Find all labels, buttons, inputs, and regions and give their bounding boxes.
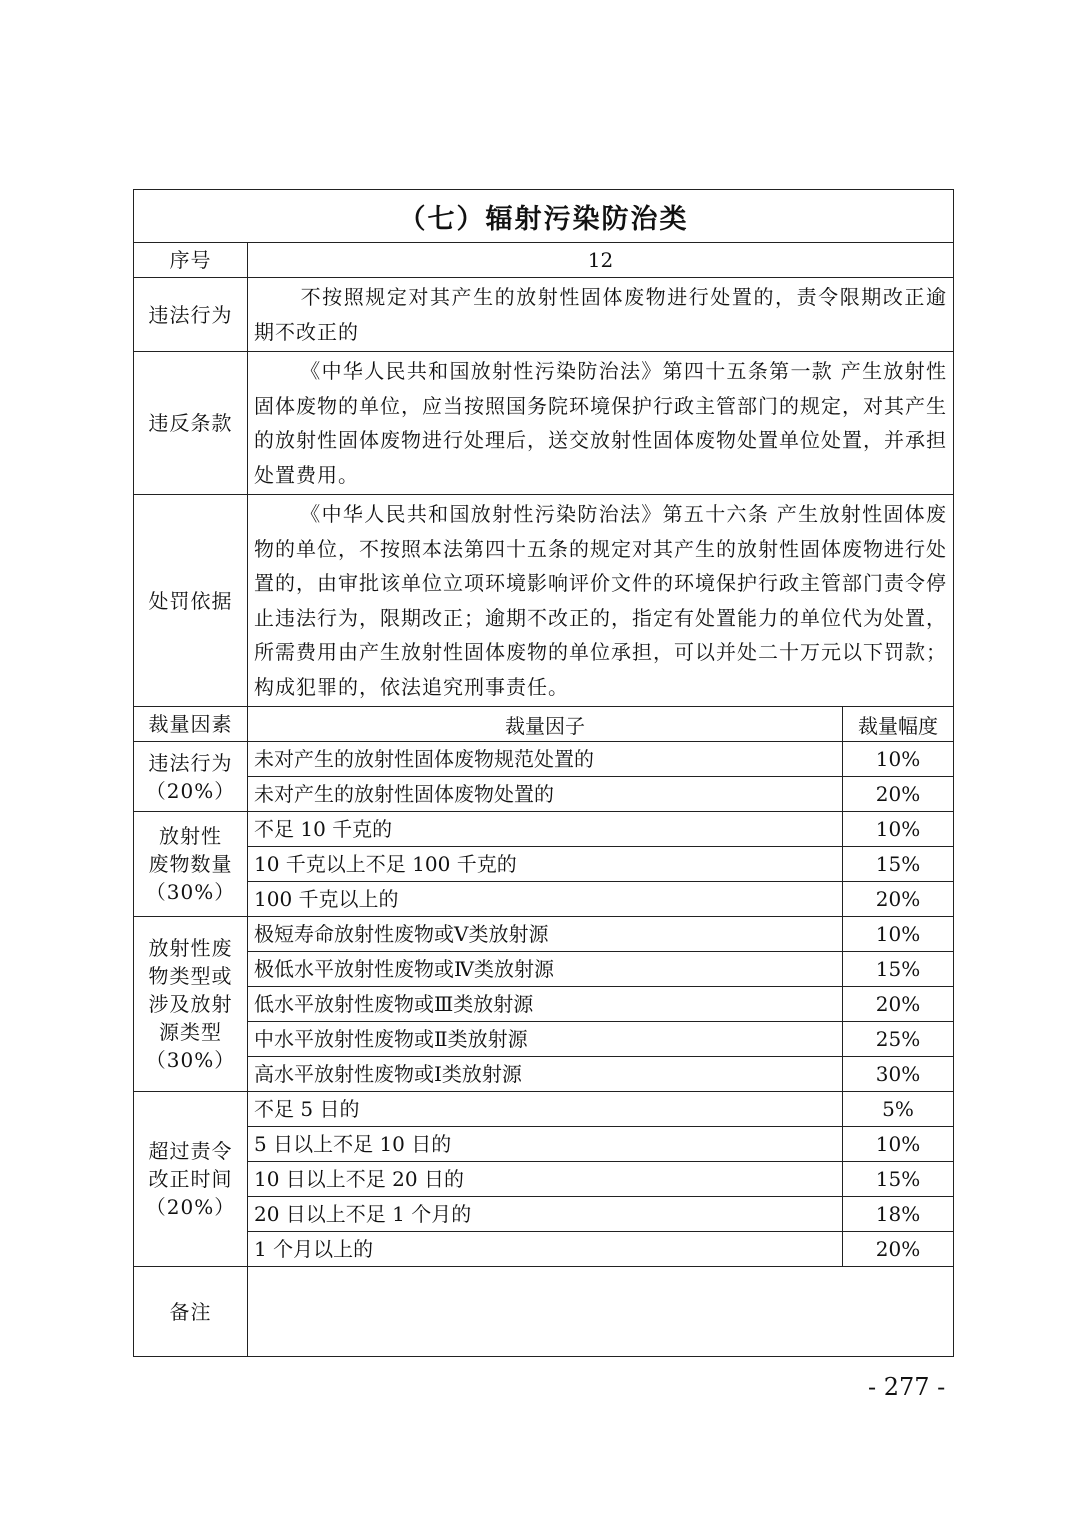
- serial-row: [134, 243, 954, 278]
- factor-text: 5 日以上不足 10 日的: [248, 1127, 843, 1162]
- discretion-row: [134, 1162, 954, 1197]
- factor-text: 未对产生的放射性固体废物处置的: [248, 777, 843, 812]
- factor-pct: 30%: [843, 1057, 954, 1092]
- factor-text: 不足 10 千克的: [248, 812, 843, 847]
- factor-pct: 10%: [843, 1127, 954, 1162]
- factor-text: 10 千克以上不足 100 千克的: [248, 847, 843, 882]
- group-label-line: 物类型或: [148, 964, 233, 988]
- group-label-line: 超过责令: [148, 1139, 233, 1163]
- factor-text: 高水平放射性废物或Ⅰ类放射源: [248, 1057, 843, 1092]
- discretion-row: [134, 1232, 954, 1267]
- header-item: 裁量因子: [248, 707, 843, 742]
- factor-pct: 20%: [843, 987, 954, 1022]
- group-label-line: 源类型: [159, 1020, 222, 1044]
- discretion-row: [134, 777, 954, 812]
- factor-pct: 25%: [843, 1022, 954, 1057]
- group-label-line: 放射性: [159, 824, 222, 848]
- discretion-row: [134, 1022, 954, 1057]
- violated-clause-row: [134, 352, 954, 495]
- factor-pct: 5%: [843, 1092, 954, 1127]
- discretion-row: [134, 812, 954, 847]
- group-label-line: 废物数量: [148, 852, 233, 876]
- remarks-row: [134, 1267, 954, 1357]
- factor-pct: 20%: [843, 777, 954, 812]
- group-label-line: 涉及放射: [148, 992, 233, 1016]
- penalty-basis-row: [134, 495, 954, 707]
- section-title: （七）辐射污染防治类: [134, 190, 954, 243]
- discretion-row: [134, 847, 954, 882]
- factor-text: 1 个月以上的: [248, 1232, 843, 1267]
- discretion-row: [134, 1092, 954, 1127]
- factor-pct: 10%: [843, 812, 954, 847]
- group-label-line: （20%）: [145, 778, 236, 803]
- remarks-value: [248, 1267, 954, 1357]
- factor-pct: 15%: [843, 1162, 954, 1197]
- discretion-row: [134, 882, 954, 917]
- group-label-line: （30%）: [145, 1048, 236, 1072]
- discretion-row: [134, 987, 954, 1022]
- header-factor: 裁量因素: [134, 707, 248, 742]
- factor-text: 100 千克以上的: [248, 882, 843, 917]
- violated-clause-text: 《中华人民共和国放射性污染防治法》第四十五条第一款 产生放射性固体废物的单位，应当按照国务院环境保护行政主管部门的规定，对其产生的放射性固体废物进行处理后，送交放射性固体废物处置单位处置，并承担处置费用。: [254, 359, 947, 487]
- violation-label: 违法行为: [134, 278, 248, 352]
- factor-pct: 20%: [843, 1232, 954, 1267]
- factor-text: 极短寿命放射性废物或Ⅴ类放射源: [248, 917, 843, 952]
- penalty-basis-text-cell: [248, 495, 954, 707]
- discretion-header-row: [134, 707, 954, 742]
- factor-text: 不足 5 日的: [248, 1092, 843, 1127]
- serial-value: 12: [248, 243, 954, 278]
- factor-pct: 18%: [843, 1197, 954, 1232]
- factor-text: 极低水平放射性废物或Ⅳ类放射源: [248, 952, 843, 987]
- header-range: 裁量幅度: [843, 707, 954, 742]
- penalty-discretion-table: [133, 189, 954, 1357]
- group-label-quantity: [134, 812, 248, 917]
- discretion-row: [134, 917, 954, 952]
- discretion-row: [134, 742, 954, 777]
- factor-pct: 15%: [843, 952, 954, 987]
- factor-pct: 10%: [843, 917, 954, 952]
- violation-text: 不按照规定对其产生的放射性固体废物进行处置的，责令限期改正逾期不改正的: [254, 285, 947, 344]
- penalty-basis-text: 《中华人民共和国放射性污染防治法》第五十六条 产生放射性固体废物的单位，不按照本法第四十五条的规定对其产生的放射性固体废物进行处置的，由审批该单位立项环境影响评价文件的环境保护行政主管部门责令停止违法行为，限期改正；逾期不改正的，指定有处置能力的单位代为处置，所需费用由产生放射性固体废物的单位承担，可以并处二十万元以下罚款；构成犯罪的，依法追究刑事责任。: [254, 502, 947, 699]
- group-label-line: （30%）: [145, 880, 236, 904]
- group-label-violation: [134, 742, 248, 812]
- page-number: - 277 -: [868, 1373, 946, 1401]
- discretion-row: [134, 952, 954, 987]
- factor-text: 低水平放射性废物或Ⅲ类放射源: [248, 987, 843, 1022]
- violated-clause-label: 违反条款: [134, 352, 248, 495]
- group-label-line: 改正时间: [148, 1167, 233, 1191]
- penalty-basis-label: 处罚依据: [134, 495, 248, 707]
- document-page: [133, 189, 953, 1357]
- factor-text: 中水平放射性废物或Ⅱ类放射源: [248, 1022, 843, 1057]
- factor-pct: 20%: [843, 882, 954, 917]
- factor-pct: 10%: [843, 742, 954, 777]
- group-label-line: 违法行为: [148, 750, 233, 775]
- factor-text: 未对产生的放射性固体废物规范处置的: [248, 742, 843, 777]
- group-label-line: （20%）: [145, 1195, 236, 1219]
- discretion-row: [134, 1127, 954, 1162]
- discretion-row: [134, 1057, 954, 1092]
- factor-text: 20 日以上不足 1 个月的: [248, 1197, 843, 1232]
- group-label-overdue: [134, 1092, 248, 1267]
- group-label-line: 放射性废: [148, 936, 233, 960]
- violation-text-cell: [248, 278, 954, 352]
- serial-label: 序号: [134, 243, 248, 278]
- factor-text: 10 日以上不足 20 日的: [248, 1162, 843, 1197]
- remarks-label: 备注: [134, 1267, 248, 1357]
- violation-row: [134, 278, 954, 352]
- violated-clause-text-cell: [248, 352, 954, 495]
- factor-pct: 15%: [843, 847, 954, 882]
- group-label-type: [134, 917, 248, 1092]
- discretion-row: [134, 1197, 954, 1232]
